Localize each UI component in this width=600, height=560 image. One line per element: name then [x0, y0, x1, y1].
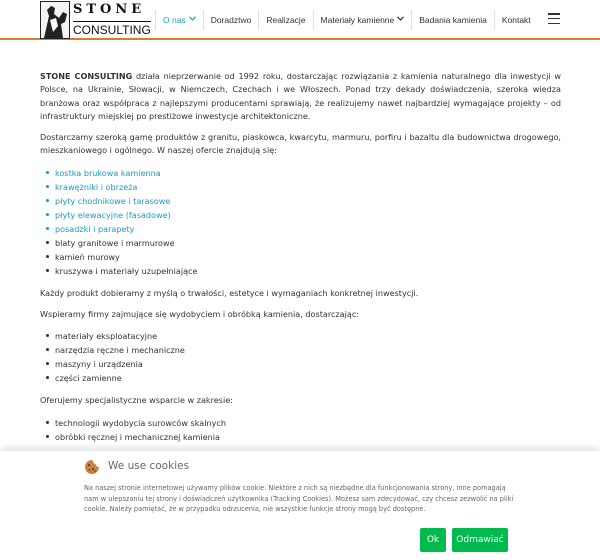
intro-paragraph [40, 70, 561, 123]
cookie-title: We use cookies [108, 460, 190, 472]
product-list [40, 166, 561, 278]
list-item: części zamienne [40, 371, 561, 385]
list-item: technologii wydobycia surowców skalnych [40, 416, 561, 430]
product-note: Każdy produkt dobieramy z myślą o trwałości, estetyce i wymaganiach konkretnej inwestycji. [40, 287, 419, 298]
nav-item-realizacje[interactable] [258, 10, 312, 30]
nav-item-kontakt[interactable] [494, 10, 538, 30]
logo-figure-icon [40, 1, 70, 39]
stone-consulting-logo[interactable] [40, 1, 151, 39]
list-item: kruszywa i materiały uzupełniające [40, 264, 561, 278]
product-link-krawezniki[interactable]: krawężniki i obrzeża [40, 180, 561, 194]
nav-item-label: Badania kamienia [419, 15, 487, 25]
chevron-down-icon [397, 10, 404, 30]
nav-item-label: Realizacje [266, 15, 306, 25]
logo-text-consulting: CONSULTING [73, 23, 151, 37]
offer-intro: Dostarczamy szeroką gamę produktów z granitu, piaskowca, kwarcytu, marmuru, porfiru i bazaltu dla budownictwa drogowego, mieszkaniowego i ogólnego. W naszej ofercie znajdują się: [40, 132, 561, 156]
company-name: STONE CONSULTING [40, 71, 133, 81]
site-header [0, 0, 600, 40]
nav-item-label: Materiały kamienne [320, 15, 395, 25]
product-link-plyty-elewacyjne[interactable]: płyty elewacyjne (fasadowe) [40, 208, 561, 222]
list-item: obróbki ręcznej i mechanicznej kamienia [40, 430, 561, 444]
main-nav [155, 10, 538, 30]
list-item: kamień murowy [40, 250, 561, 264]
nav-item-doradztwo[interactable] [203, 10, 259, 30]
list-item: narzędzia ręczne i mechaniczne [40, 343, 561, 357]
list-item: maszyny i urządzenia [40, 357, 561, 371]
nav-item-label: O nas [163, 15, 186, 25]
chevron-down-icon [189, 10, 196, 30]
intro-text: działa nieprzerwanie od 1992 roku, dostarczając rozwiązania z kamienia naturalnego dla inwestycji w Polsce, na Ukrainie, Słowacji, w Niemczech, Czechach i we Włoszech. Ponad trzy dekady doświadczenia, szeroka wiedza branżowa oraz współpraca z najlepszymi producentami sprawiają, że realizujemy nawet najbardziej wymagające projekty – od infrastruktury miejskiej po prestiżowe inwestycje architektoniczne. [40, 71, 561, 121]
nav-item-label: Doradztwo [210, 15, 252, 25]
support-list [40, 416, 561, 444]
mining-list [40, 329, 561, 385]
nav-item-o-nas[interactable] [155, 10, 203, 30]
nav-item-badania-kamienia[interactable] [411, 10, 494, 30]
product-link-posadzki[interactable]: posadzki i parapety [40, 222, 561, 236]
nav-item-label: Kontakt [501, 15, 531, 25]
list-item: blaty granitowe i marmurowe [40, 236, 561, 250]
cookie-deny-button[interactable]: Odmawiać [452, 528, 508, 552]
logo-text-stone: STONE [73, 2, 146, 17]
list-item: materiały eksploatacyjne [40, 329, 561, 343]
mining-intro: Wspieramy firmy zajmujące się wydobyciem i obróbką kamienia, dostarczając: [40, 309, 360, 320]
cookie-banner [0, 451, 600, 560]
cookie-icon [84, 459, 100, 475]
main-content [40, 70, 561, 453]
product-link-kostka[interactable]: kostka brukowa kamienna [40, 166, 561, 180]
cookie-text: Na naszej stronie internetowej używamy plików cookie. Niektóre z nich są niezbędne dla funkcjonowania strony, inne pomagają nam w ulepszaniu tej strony i doświadczeń użytkownika (Tracking Cookies). Możesz sam zdecydować, czy chcesz zezwolić na pliki cookie. Należy pamiętać, że w przypadku odrzucenia, nie wszystkie funkcje strony mogą być dostępne. [84, 484, 514, 513]
product-link-plyty-chodnikowe[interactable]: płyty chodnikowe i tarasowe [40, 194, 561, 208]
nav-item-materialy-kamienne[interactable] [313, 10, 412, 30]
cookie-accept-button[interactable]: Ok [420, 528, 446, 552]
hamburger-menu-icon[interactable] [548, 13, 560, 24]
support-intro: Oferujemy specjalistyczne wsparcie w zakresie: [40, 395, 233, 406]
